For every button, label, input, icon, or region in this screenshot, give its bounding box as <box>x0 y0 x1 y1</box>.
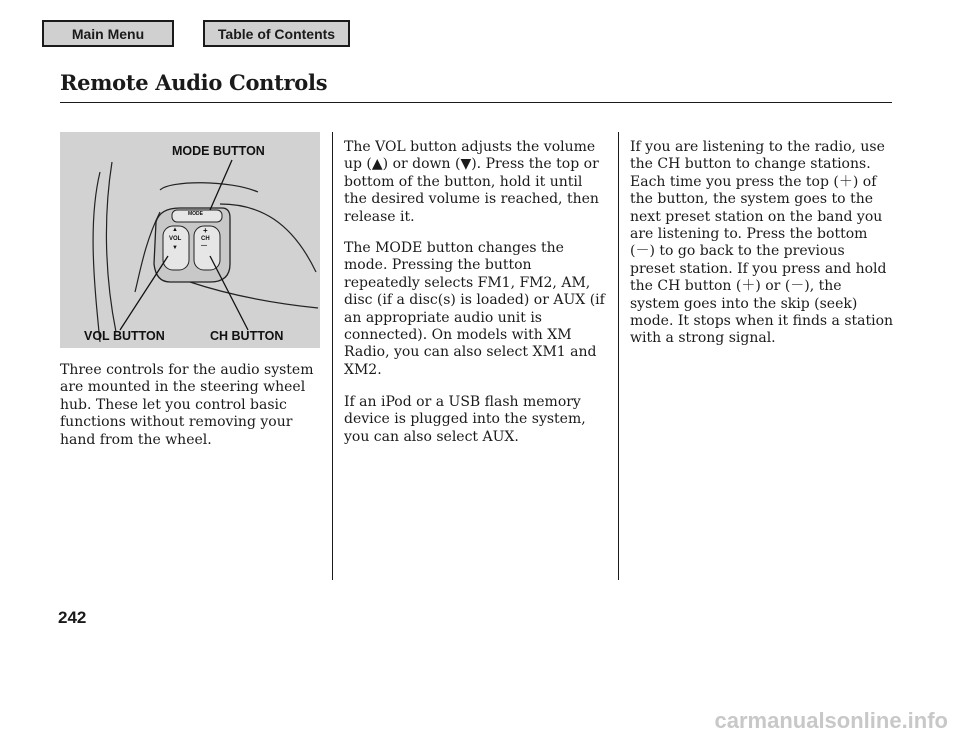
vol-button-callout: VOL BUTTON <box>84 329 165 343</box>
mode-switch-label: MODE <box>188 211 203 217</box>
vol-down-arrow-icon: ▼ <box>172 245 178 251</box>
intro-paragraph: Three controls for the audio system are mounted in the steering wheel hub. These let you control basic functions without removing your hand from the wheel. <box>60 362 314 448</box>
ch-plus-icon: + <box>203 226 208 235</box>
vol-paragraph: The VOL button adjusts the volume up (▲) or down (▼). Press the top or bottom of the button, hold it until the desired volume is reached, then release it. <box>344 139 599 225</box>
watermark: carmanualsonline.info <box>714 708 948 733</box>
ipod-paragraph: If an iPod or a USB flash memory device is plugged into the system, you can also select AUX. <box>344 394 586 445</box>
vol-up-arrow-icon: ▲ <box>172 227 178 233</box>
main-menu-button[interactable]: Main Menu <box>42 20 174 47</box>
table-of-contents-button[interactable]: Table of Contents <box>203 20 350 47</box>
ch-button-callout: CH BUTTON <box>210 329 284 343</box>
steering-wheel-figure <box>60 132 320 348</box>
ch-minus-icon: — <box>201 243 207 249</box>
column-divider <box>332 132 333 580</box>
steering-wheel-illustration <box>60 132 320 348</box>
mode-button-callout: MODE BUTTON <box>172 144 265 158</box>
page-title: Remote Audio Controls <box>60 70 328 95</box>
page-number: 242 <box>58 608 87 627</box>
vol-switch-label: VOL <box>169 236 182 242</box>
ch-switch-label: CH <box>201 236 210 242</box>
column-divider <box>618 132 619 580</box>
mode-paragraph: The MODE button changes the mode. Pressing the button repeatedly selects FM1, FM2, AM, disc (if a disc(s) is loaded) or AUX (if an appropriate audio unit is connected). On models with XM Radio, you can also select XM1 and XM2. <box>344 240 605 378</box>
ch-paragraph: If you are listening to the radio, use the CH button to change stations. Each time you press the top (＋) of the button, the system goes to the next preset station on the band you are listening to. Press the bottom (－) to go back to the previous preset station. If you press and hold the CH button (＋) or (－), the system goes into the skip (seek) mode. It stops when it finds a station with a strong signal. <box>630 139 894 347</box>
title-divider <box>60 102 892 103</box>
